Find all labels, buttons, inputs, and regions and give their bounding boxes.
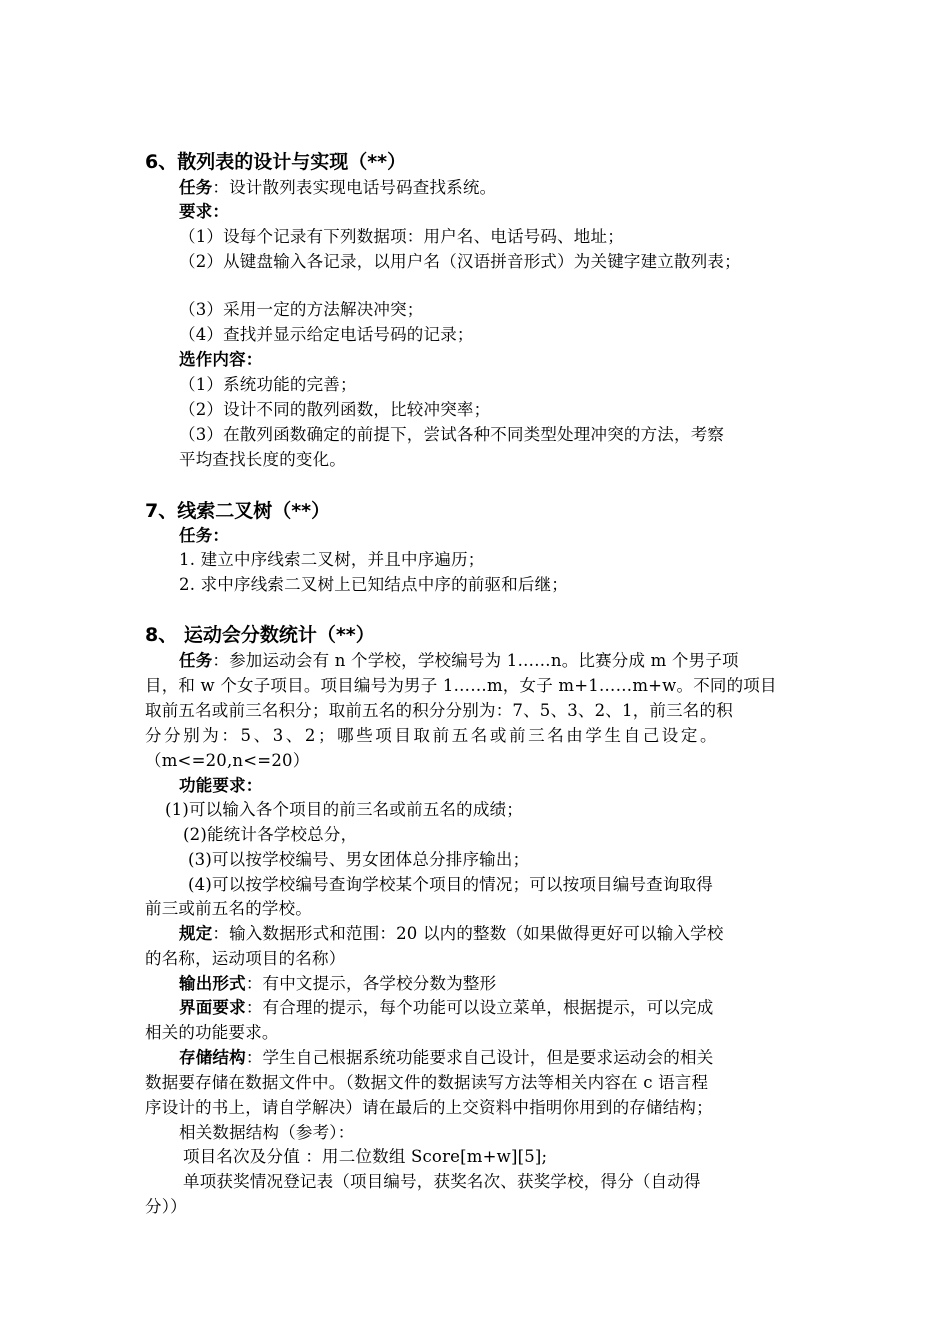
rule-label: 规定 [179,924,213,943]
data-structure-item-continuation: 分）） [145,1197,187,1216]
section-8-output-line [179,973,496,995]
requirement-item: （1）设每个记录有下列数据项：用户名、电话号码、地址； [179,227,624,246]
data-structure-item: 单项获奖情况登记表（项目编号，获奖名次、获奖学校，得分（自动得 [183,1172,701,1191]
output-text: ：有中文提示，各学校分数为整形 [245,974,497,993]
requirement-item: （3）采用一定的方法解决冲突； [179,300,424,319]
section-6-heading: 6、散列表的设计与实现（**） [145,151,407,173]
section-8-rule-line [179,923,724,945]
section-8-storage-line: 数据要存储在数据文件中。（数据文件的数据读写方法等相关内容在 c 语言程 [145,1073,709,1092]
requirement-item: （4）查找并显示给定电话号码的记录； [179,325,474,344]
requirement-item: （2）从键盘输入各记录，以用户名（汉语拼音形式）为关键字建立散列表； [179,252,741,271]
section-6-optional-label: 选作内容： [179,350,263,369]
function-item-continuation: 前三或前五名的学校。 [145,899,312,918]
task-item: 2. 求中序线索二叉树上已知结点中序的前驱和后继； [179,575,568,594]
function-item: (3)可以按学校编号、男女团体总分排序输出； [188,850,530,869]
storage-label: 存储结构 [179,1048,246,1067]
section-8-storage-line: 序设计的书上，请自学解决）请在最后的上交资料中指明你用到的存储结构； [145,1098,713,1117]
data-structure-item: 项目名次及分值 ：用二位数组 Score[m+w][5]; [183,1147,548,1166]
task-text: ：参加运动会有 n 个学校，学校编号为 1……n。比赛分成 m 个男子项 [212,651,739,670]
rule-text: ：输入数据形式和范围：20 以内的整数（如果做得更好可以输入学校 [212,924,724,943]
optional-item: （1）系统功能的完善； [179,375,357,394]
section-8-task-line: 目，和 w 个女子项目。项目编号为男子 1……m，女子 m+1……m+w。不同的项目 [145,676,777,695]
ui-text: ：有合理的提示，每个功能可以设立菜单，根据提示，可以完成 [245,998,714,1017]
section-8-task-line: 分分别为：5、3、2；哪些项目取前五名或前三名由学生自己设定。 [145,726,720,745]
task-label: 任务 [179,651,213,670]
section-8-heading: 8、 运动会分数统计（**） [145,624,375,646]
optional-item: （3）在散列函数确定的前提下，尝试各种不同类型处理冲突的方法，考察 [179,425,725,444]
function-item: (2)能统计各学校总分， [183,825,358,844]
section-7-task-label: 任务： [179,526,230,545]
data-structure-title: 相关数据结构（参考）： [179,1123,355,1142]
output-label: 输出形式 [179,974,246,993]
section-8-task-line: （m<=20,n<=20） [145,751,310,770]
task-label: 任务 [179,178,213,197]
section-8-function-label: 功能要求： [179,776,263,795]
section-8-task-line: 取前五名或前三名积分；取前五名的积分分别为：7、5、3、2、1，前三名的积 [145,701,733,720]
task-text: ：设计散列表实现电话号码查找系统。 [212,178,497,197]
optional-item: （2）设计不同的散列函数，比较冲突率； [179,400,491,419]
section-8-storage-line [179,1047,713,1069]
section-7-heading: 7、线索二叉树（**） [145,500,331,522]
section-6-requirements-label: 要求： [179,202,230,221]
section-8-task-line [179,650,739,672]
task-item: 1. 建立中序线索二叉树，并且中序遍历； [179,550,485,569]
optional-item-continuation: 平均查找长度的变化。 [179,450,346,469]
section-6-task [179,177,496,199]
function-item: (1)可以输入各个项目的前三名或前五名的成绩； [165,800,523,819]
ui-label: 界面要求 [179,998,246,1017]
section-8-ui-line [179,997,713,1019]
section-8-ui-line: 相关的功能要求。 [145,1023,279,1042]
section-8-rule-line: 的名称，运动项目的名称） [145,949,346,968]
function-item: (4)可以按学校编号查询学校某个项目的情况；可以按项目编号查询取得 [188,875,713,894]
storage-text: ：学生自己根据系统功能要求自己设计，但是要求运动会的相关 [245,1048,714,1067]
